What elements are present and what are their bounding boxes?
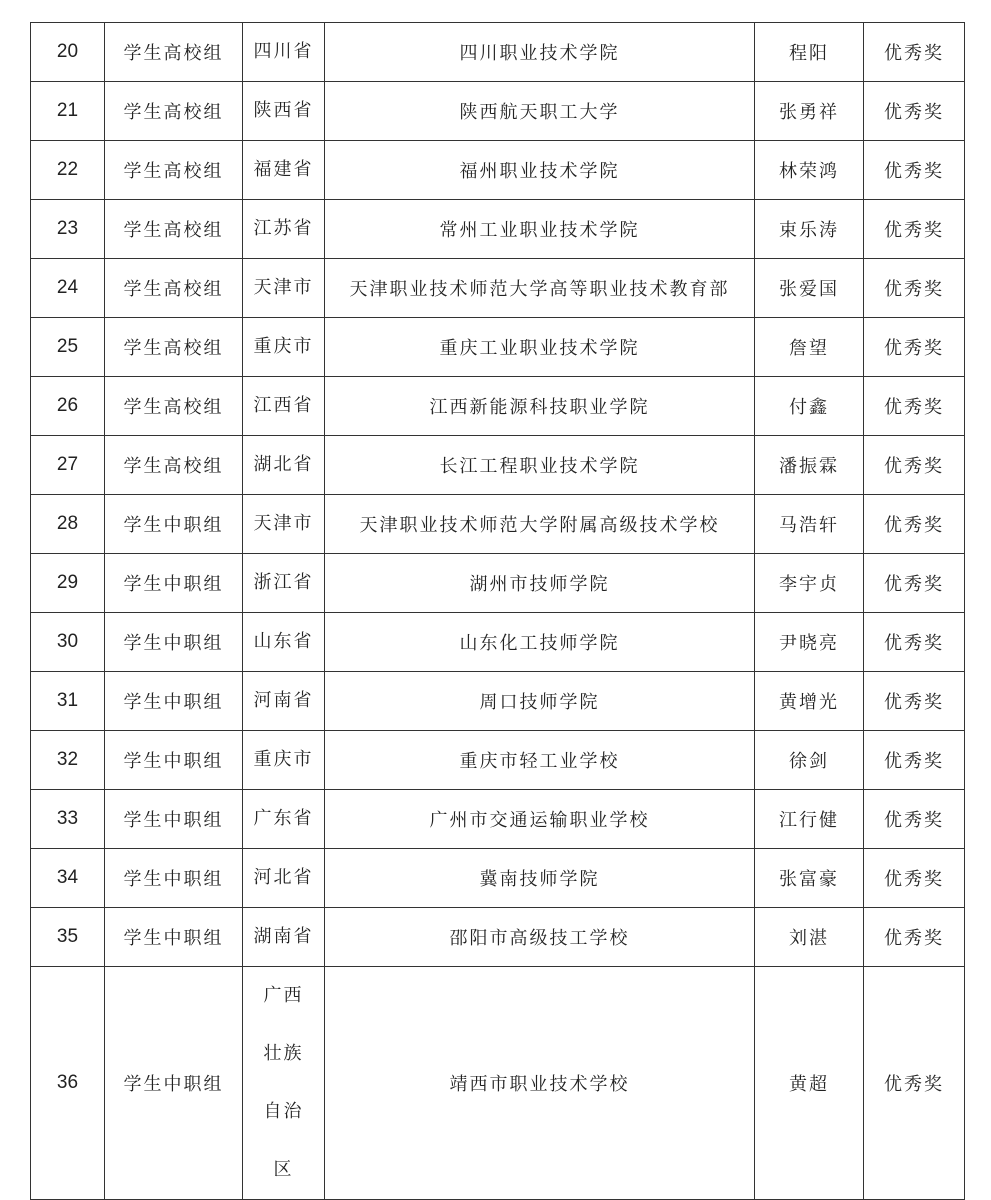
school-cell: 天津职业技术师范大学附属高级技术学校 [325,495,755,554]
row-number: 29 [31,554,105,613]
winner-name-cell: 束乐涛 [755,200,864,259]
winner-name-cell: 刘湛 [755,908,864,967]
group-cell: 学生中职组 [105,613,243,672]
winner-name-cell: 黄增光 [755,672,864,731]
school-cell: 冀南技师学院 [325,849,755,908]
winner-name-cell: 张爱国 [755,259,864,318]
group-cell: 学生中职组 [105,849,243,908]
table-row [31,200,965,259]
school-cell: 长江工程职业技术学院 [325,436,755,495]
region-cell: 湖北省 [243,436,325,495]
group-cell: 学生中职组 [105,672,243,731]
group-cell: 学生高校组 [105,318,243,377]
row-number: 20 [31,23,105,82]
school-cell: 福州职业技术学院 [325,141,755,200]
group-cell: 学生高校组 [105,23,243,82]
group-cell: 学生中职组 [105,554,243,613]
school-cell: 周口技师学院 [325,672,755,731]
row-number: 32 [31,731,105,790]
row-number: 30 [31,613,105,672]
award-cell: 优秀奖 [864,908,965,967]
award-cell: 优秀奖 [864,849,965,908]
award-cell: 优秀奖 [864,790,965,849]
winner-name-cell: 尹晓亮 [755,613,864,672]
region-cell: 浙江省 [243,554,325,613]
school-cell: 邵阳市高级技工学校 [325,908,755,967]
table-row [31,908,965,967]
award-cell: 优秀奖 [864,495,965,554]
winner-name-cell: 马浩轩 [755,495,864,554]
table-row [31,967,965,1200]
region-cell: 天津市 [243,495,325,554]
table-row [31,141,965,200]
table-body [31,23,965,1200]
group-cell: 学生高校组 [105,200,243,259]
row-number: 21 [31,82,105,141]
winner-name-cell: 徐剑 [755,731,864,790]
award-cell: 优秀奖 [864,554,965,613]
row-number: 24 [31,259,105,318]
region-cell: 湖南省 [243,908,325,967]
award-cell: 优秀奖 [864,200,965,259]
school-cell: 重庆市轻工业学校 [325,731,755,790]
region-cell: 广东省 [243,790,325,849]
table-row [31,731,965,790]
region-cell: 陕西省 [243,82,325,141]
school-cell: 陕西航天职工大学 [325,82,755,141]
award-cell: 优秀奖 [864,377,965,436]
award-cell: 优秀奖 [864,967,965,1200]
row-number: 36 [31,967,105,1200]
row-number: 26 [31,377,105,436]
row-number: 22 [31,141,105,200]
table-row [31,436,965,495]
row-number: 31 [31,672,105,731]
table-row [31,790,965,849]
table-row [31,23,965,82]
region-cell: 四川省 [243,23,325,82]
award-table [30,22,965,1200]
group-cell: 学生中职组 [105,967,243,1200]
winner-name-cell: 张勇祥 [755,82,864,141]
winner-name-cell: 詹望 [755,318,864,377]
row-number: 23 [31,200,105,259]
table-row [31,554,965,613]
group-cell: 学生高校组 [105,82,243,141]
region-cell: 江西省 [243,377,325,436]
winner-name-cell: 李宇贞 [755,554,864,613]
table-row [31,495,965,554]
table-row [31,259,965,318]
table-row [31,613,965,672]
region-cell: 重庆市 [243,318,325,377]
winner-name-cell: 黄超 [755,967,864,1200]
table-row [31,82,965,141]
table-row [31,849,965,908]
row-number: 35 [31,908,105,967]
group-cell: 学生中职组 [105,495,243,554]
award-cell: 优秀奖 [864,82,965,141]
school-cell: 天津职业技术师范大学高等职业技术教育部 [325,259,755,318]
award-cell: 优秀奖 [864,436,965,495]
table-row [31,318,965,377]
award-cell: 优秀奖 [864,731,965,790]
award-cell: 优秀奖 [864,613,965,672]
school-cell: 重庆工业职业技术学院 [325,318,755,377]
award-cell: 优秀奖 [864,259,965,318]
table-row [31,377,965,436]
award-cell: 优秀奖 [864,318,965,377]
school-cell: 常州工业职业技术学院 [325,200,755,259]
winner-name-cell: 潘振霖 [755,436,864,495]
school-cell: 江西新能源科技职业学院 [325,377,755,436]
school-cell: 广州市交通运输职业学校 [325,790,755,849]
winner-name-cell: 江行健 [755,790,864,849]
school-cell: 湖州市技师学院 [325,554,755,613]
table-row [31,672,965,731]
row-number: 33 [31,790,105,849]
award-cell: 优秀奖 [864,23,965,82]
winner-name-cell: 付鑫 [755,377,864,436]
row-number: 25 [31,318,105,377]
group-cell: 学生高校组 [105,377,243,436]
school-cell: 四川职业技术学院 [325,23,755,82]
winner-name-cell: 张富豪 [755,849,864,908]
region-cell: 重庆市 [243,731,325,790]
region-cell: 河南省 [243,672,325,731]
school-cell: 靖西市职业技术学校 [325,967,755,1200]
region-cell: 天津市 [243,259,325,318]
group-cell: 学生高校组 [105,436,243,495]
group-cell: 学生高校组 [105,141,243,200]
region-cell: 江苏省 [243,200,325,259]
award-cell: 优秀奖 [864,672,965,731]
school-cell: 山东化工技师学院 [325,613,755,672]
group-cell: 学生中职组 [105,908,243,967]
winner-name-cell: 程阳 [755,23,864,82]
group-cell: 学生中职组 [105,731,243,790]
award-cell: 优秀奖 [864,141,965,200]
region-cell: 广西壮族自治区 [243,967,325,1200]
row-number: 27 [31,436,105,495]
row-number: 28 [31,495,105,554]
region-cell: 福建省 [243,141,325,200]
region-cell: 山东省 [243,613,325,672]
row-number: 34 [31,849,105,908]
group-cell: 学生中职组 [105,790,243,849]
winner-name-cell: 林荣鸿 [755,141,864,200]
region-cell: 河北省 [243,849,325,908]
group-cell: 学生高校组 [105,259,243,318]
